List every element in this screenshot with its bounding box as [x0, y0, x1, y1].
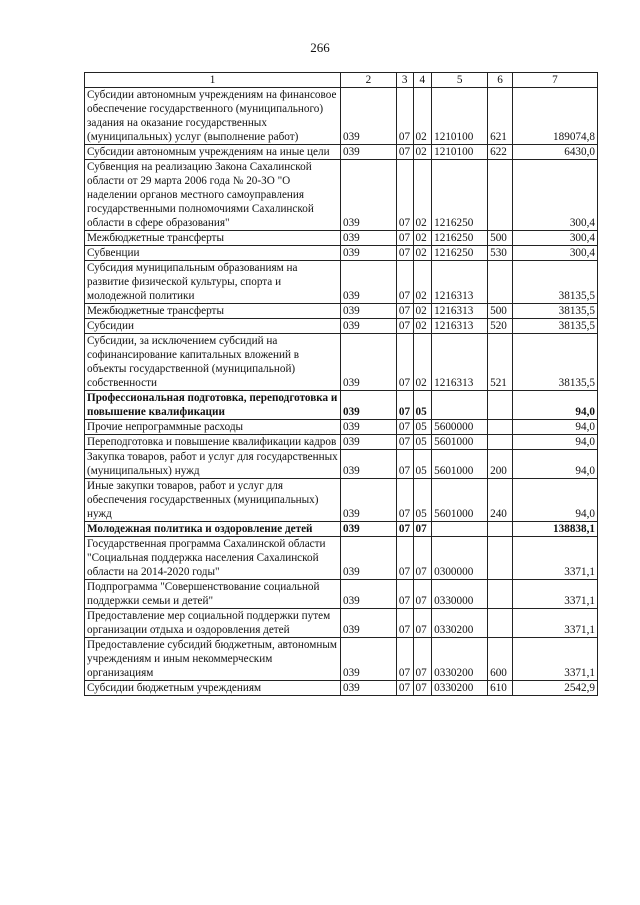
table-row — [85, 580, 598, 609]
table-row — [85, 479, 598, 522]
row-amount: 2542,9 — [512, 681, 597, 696]
row-name: Иные закупки товаров, работ и услуг для обеспечения государственных (муниципальных) нужд — [85, 479, 341, 522]
row-amount: 38135,5 — [512, 304, 597, 319]
row-name: Государственная программа Сахалинской области "Социальная поддержка населения Сахалинской области на 2014-2020 годы" — [85, 537, 341, 580]
row-name: Предоставление мер социальной поддержки путем организации отдыха и оздоровления детей — [85, 609, 341, 638]
row-code-section: 07 — [396, 681, 413, 696]
row-name: Субвенции — [85, 246, 341, 261]
row-code-target: 1216313 — [432, 334, 488, 391]
row-code-subsection: 02 — [413, 88, 432, 145]
row-code-section: 07 — [396, 522, 413, 537]
row-code-expense-type — [488, 420, 513, 435]
row-amount: 94,0 — [512, 420, 597, 435]
row-name: Субсидии — [85, 319, 341, 334]
header-cell: 4 — [413, 73, 432, 88]
row-code-admin: 039 — [340, 145, 396, 160]
row-code-section: 07 — [396, 145, 413, 160]
row-code-target: 0300000 — [432, 537, 488, 580]
table-header-row — [85, 73, 598, 88]
table-body — [85, 88, 598, 696]
table-row — [85, 304, 598, 319]
row-amount: 3371,1 — [512, 537, 597, 580]
row-name: Субвенция на реализацию Закона Сахалинской области от 29 марта 2006 года № 20-ЗО "О наделении органов местного самоуправления государственными полномочиями Сахалинской области в сфере образования" — [85, 160, 341, 231]
row-code-target: 1216250 — [432, 231, 488, 246]
row-code-section: 07 — [396, 609, 413, 638]
row-code-subsection: 02 — [413, 334, 432, 391]
row-code-subsection: 02 — [413, 231, 432, 246]
row-name: Субсидии автономным учреждениям на финансовое обеспечение государственного (муниципального) задания на оказание государственных (муниципальных) услуг (выполнение работ) — [85, 88, 341, 145]
row-code-target: 1216250 — [432, 160, 488, 231]
row-code-admin: 039 — [340, 638, 396, 681]
table-row — [85, 319, 598, 334]
row-code-subsection: 07 — [413, 537, 432, 580]
table-row — [85, 450, 598, 479]
row-code-section: 07 — [396, 391, 413, 420]
row-code-expense-type — [488, 537, 513, 580]
row-code-admin: 039 — [340, 334, 396, 391]
row-code-expense-type: 530 — [488, 246, 513, 261]
row-code-subsection: 07 — [413, 580, 432, 609]
row-code-expense-type: 240 — [488, 479, 513, 522]
row-code-subsection: 07 — [413, 609, 432, 638]
row-code-target — [432, 522, 488, 537]
row-code-expense-type — [488, 609, 513, 638]
row-code-admin: 039 — [340, 231, 396, 246]
row-code-section: 07 — [396, 479, 413, 522]
row-code-target: 0330200 — [432, 681, 488, 696]
row-code-admin: 039 — [340, 304, 396, 319]
row-amount: 189074,8 — [512, 88, 597, 145]
row-name: Молодежная политика и оздоровление детей — [85, 522, 341, 537]
row-code-admin: 039 — [340, 479, 396, 522]
row-amount: 94,0 — [512, 479, 597, 522]
row-name: Переподготовка и повышение квалификации кадров — [85, 435, 341, 450]
row-code-admin: 039 — [340, 537, 396, 580]
row-code-section: 07 — [396, 435, 413, 450]
row-amount: 38135,5 — [512, 261, 597, 304]
row-code-expense-type: 500 — [488, 304, 513, 319]
row-code-subsection: 02 — [413, 261, 432, 304]
row-code-expense-type — [488, 580, 513, 609]
row-code-subsection: 07 — [413, 638, 432, 681]
header-cell: 1 — [85, 73, 341, 88]
row-code-subsection: 05 — [413, 420, 432, 435]
row-code-section: 07 — [396, 246, 413, 261]
row-code-admin: 039 — [340, 580, 396, 609]
row-code-target: 1210100 — [432, 88, 488, 145]
table-row — [85, 246, 598, 261]
row-code-target: 5600000 — [432, 420, 488, 435]
row-code-expense-type: 200 — [488, 450, 513, 479]
page-number: 266 — [310, 40, 330, 55]
table-row — [85, 522, 598, 537]
table-row — [85, 160, 598, 231]
header-cell: 7 — [512, 73, 597, 88]
row-code-subsection: 02 — [413, 160, 432, 231]
row-code-target: 1216313 — [432, 304, 488, 319]
row-name: Подпрограмма "Совершенствование социальной поддержки семьи и детей" — [85, 580, 341, 609]
row-code-section: 07 — [396, 261, 413, 304]
row-code-subsection: 02 — [413, 145, 432, 160]
row-code-target: 5601000 — [432, 479, 488, 522]
row-code-target: 1216250 — [432, 246, 488, 261]
row-amount: 300,4 — [512, 246, 597, 261]
row-name: Закупка товаров, работ и услуг для государственных (муниципальных) нужд — [85, 450, 341, 479]
row-code-expense-type — [488, 522, 513, 537]
row-code-target: 5601000 — [432, 435, 488, 450]
row-code-target — [432, 391, 488, 420]
row-code-section: 07 — [396, 638, 413, 681]
row-code-target: 1210100 — [432, 145, 488, 160]
header-cell: 3 — [396, 73, 413, 88]
row-amount: 300,4 — [512, 231, 597, 246]
table-row — [85, 435, 598, 450]
row-code-section: 07 — [396, 537, 413, 580]
row-code-expense-type — [488, 160, 513, 231]
row-name: Субсидия муниципальным образованиям на развитие физической культуры, спорта и молодежной политики — [85, 261, 341, 304]
row-name: Межбюджетные трансферты — [85, 231, 341, 246]
row-amount: 138838,1 — [512, 522, 597, 537]
row-amount: 38135,5 — [512, 319, 597, 334]
row-code-target: 0330000 — [432, 580, 488, 609]
row-code-admin: 039 — [340, 420, 396, 435]
row-code-section: 07 — [396, 88, 413, 145]
row-name: Субсидии автономным учреждениям на иные цели — [85, 145, 341, 160]
row-code-section: 07 — [396, 334, 413, 391]
table-row — [85, 145, 598, 160]
row-code-admin: 039 — [340, 88, 396, 145]
row-code-section: 07 — [396, 231, 413, 246]
row-code-section: 07 — [396, 450, 413, 479]
row-code-expense-type — [488, 261, 513, 304]
table-row — [85, 391, 598, 420]
row-code-admin: 039 — [340, 435, 396, 450]
row-code-subsection: 02 — [413, 304, 432, 319]
row-code-expense-type: 521 — [488, 334, 513, 391]
row-code-admin: 039 — [340, 391, 396, 420]
row-code-expense-type: 622 — [488, 145, 513, 160]
row-name: Межбюджетные трансферты — [85, 304, 341, 319]
row-amount: 94,0 — [512, 391, 597, 420]
row-code-subsection: 05 — [413, 391, 432, 420]
row-code-subsection: 05 — [413, 479, 432, 522]
row-amount: 3371,1 — [512, 609, 597, 638]
row-code-section: 07 — [396, 580, 413, 609]
row-code-section: 07 — [396, 420, 413, 435]
row-code-target: 1216313 — [432, 319, 488, 334]
row-code-admin: 039 — [340, 609, 396, 638]
table-row — [85, 681, 598, 696]
row-code-admin: 039 — [340, 160, 396, 231]
row-code-expense-type — [488, 391, 513, 420]
budget-table — [84, 72, 598, 696]
row-code-section: 07 — [396, 319, 413, 334]
row-code-subsection: 05 — [413, 435, 432, 450]
row-amount: 3371,1 — [512, 580, 597, 609]
row-code-expense-type: 600 — [488, 638, 513, 681]
row-code-admin: 039 — [340, 246, 396, 261]
table-row — [85, 638, 598, 681]
row-code-target: 0330200 — [432, 609, 488, 638]
row-name: Профессиональная подготовка, переподготовка и повышение квалификации — [85, 391, 341, 420]
row-code-admin: 039 — [340, 319, 396, 334]
row-code-subsection: 02 — [413, 319, 432, 334]
row-name: Предоставление субсидий бюджетным, автономным учреждениям и иным некоммерческим организациям — [85, 638, 341, 681]
row-amount: 94,0 — [512, 450, 597, 479]
row-code-target: 1216313 — [432, 261, 488, 304]
row-code-expense-type — [488, 435, 513, 450]
row-code-admin: 039 — [340, 450, 396, 479]
row-code-section: 07 — [396, 304, 413, 319]
row-name: Прочие непрограммные расходы — [85, 420, 341, 435]
row-amount: 300,4 — [512, 160, 597, 231]
row-code-expense-type: 610 — [488, 681, 513, 696]
row-code-admin: 039 — [340, 261, 396, 304]
row-amount: 6430,0 — [512, 145, 597, 160]
row-code-target: 0330200 — [432, 638, 488, 681]
table-row — [85, 88, 598, 145]
table-row — [85, 537, 598, 580]
header-cell: 2 — [340, 73, 396, 88]
row-code-expense-type: 500 — [488, 231, 513, 246]
row-code-subsection: 07 — [413, 681, 432, 696]
header-cell: 5 — [432, 73, 488, 88]
row-code-subsection: 07 — [413, 522, 432, 537]
table-row — [85, 609, 598, 638]
row-code-target: 5601000 — [432, 450, 488, 479]
row-code-expense-type: 520 — [488, 319, 513, 334]
header-cell: 6 — [488, 73, 513, 88]
row-code-expense-type: 621 — [488, 88, 513, 145]
table-row — [85, 420, 598, 435]
row-amount: 38135,5 — [512, 334, 597, 391]
row-amount: 3371,1 — [512, 638, 597, 681]
row-name: Субсидии, за исключением субсидий на софинансирование капитальных вложений в объекты государственной (муниципальной) собственности — [85, 334, 341, 391]
row-code-subsection: 05 — [413, 450, 432, 479]
row-code-admin: 039 — [340, 681, 396, 696]
row-amount: 94,0 — [512, 435, 597, 450]
table-row — [85, 231, 598, 246]
row-code-admin: 039 — [340, 522, 396, 537]
table-row — [85, 261, 598, 304]
row-code-subsection: 02 — [413, 246, 432, 261]
row-code-section: 07 — [396, 160, 413, 231]
table-row — [85, 334, 598, 391]
row-name: Субсидии бюджетным учреждениям — [85, 681, 341, 696]
